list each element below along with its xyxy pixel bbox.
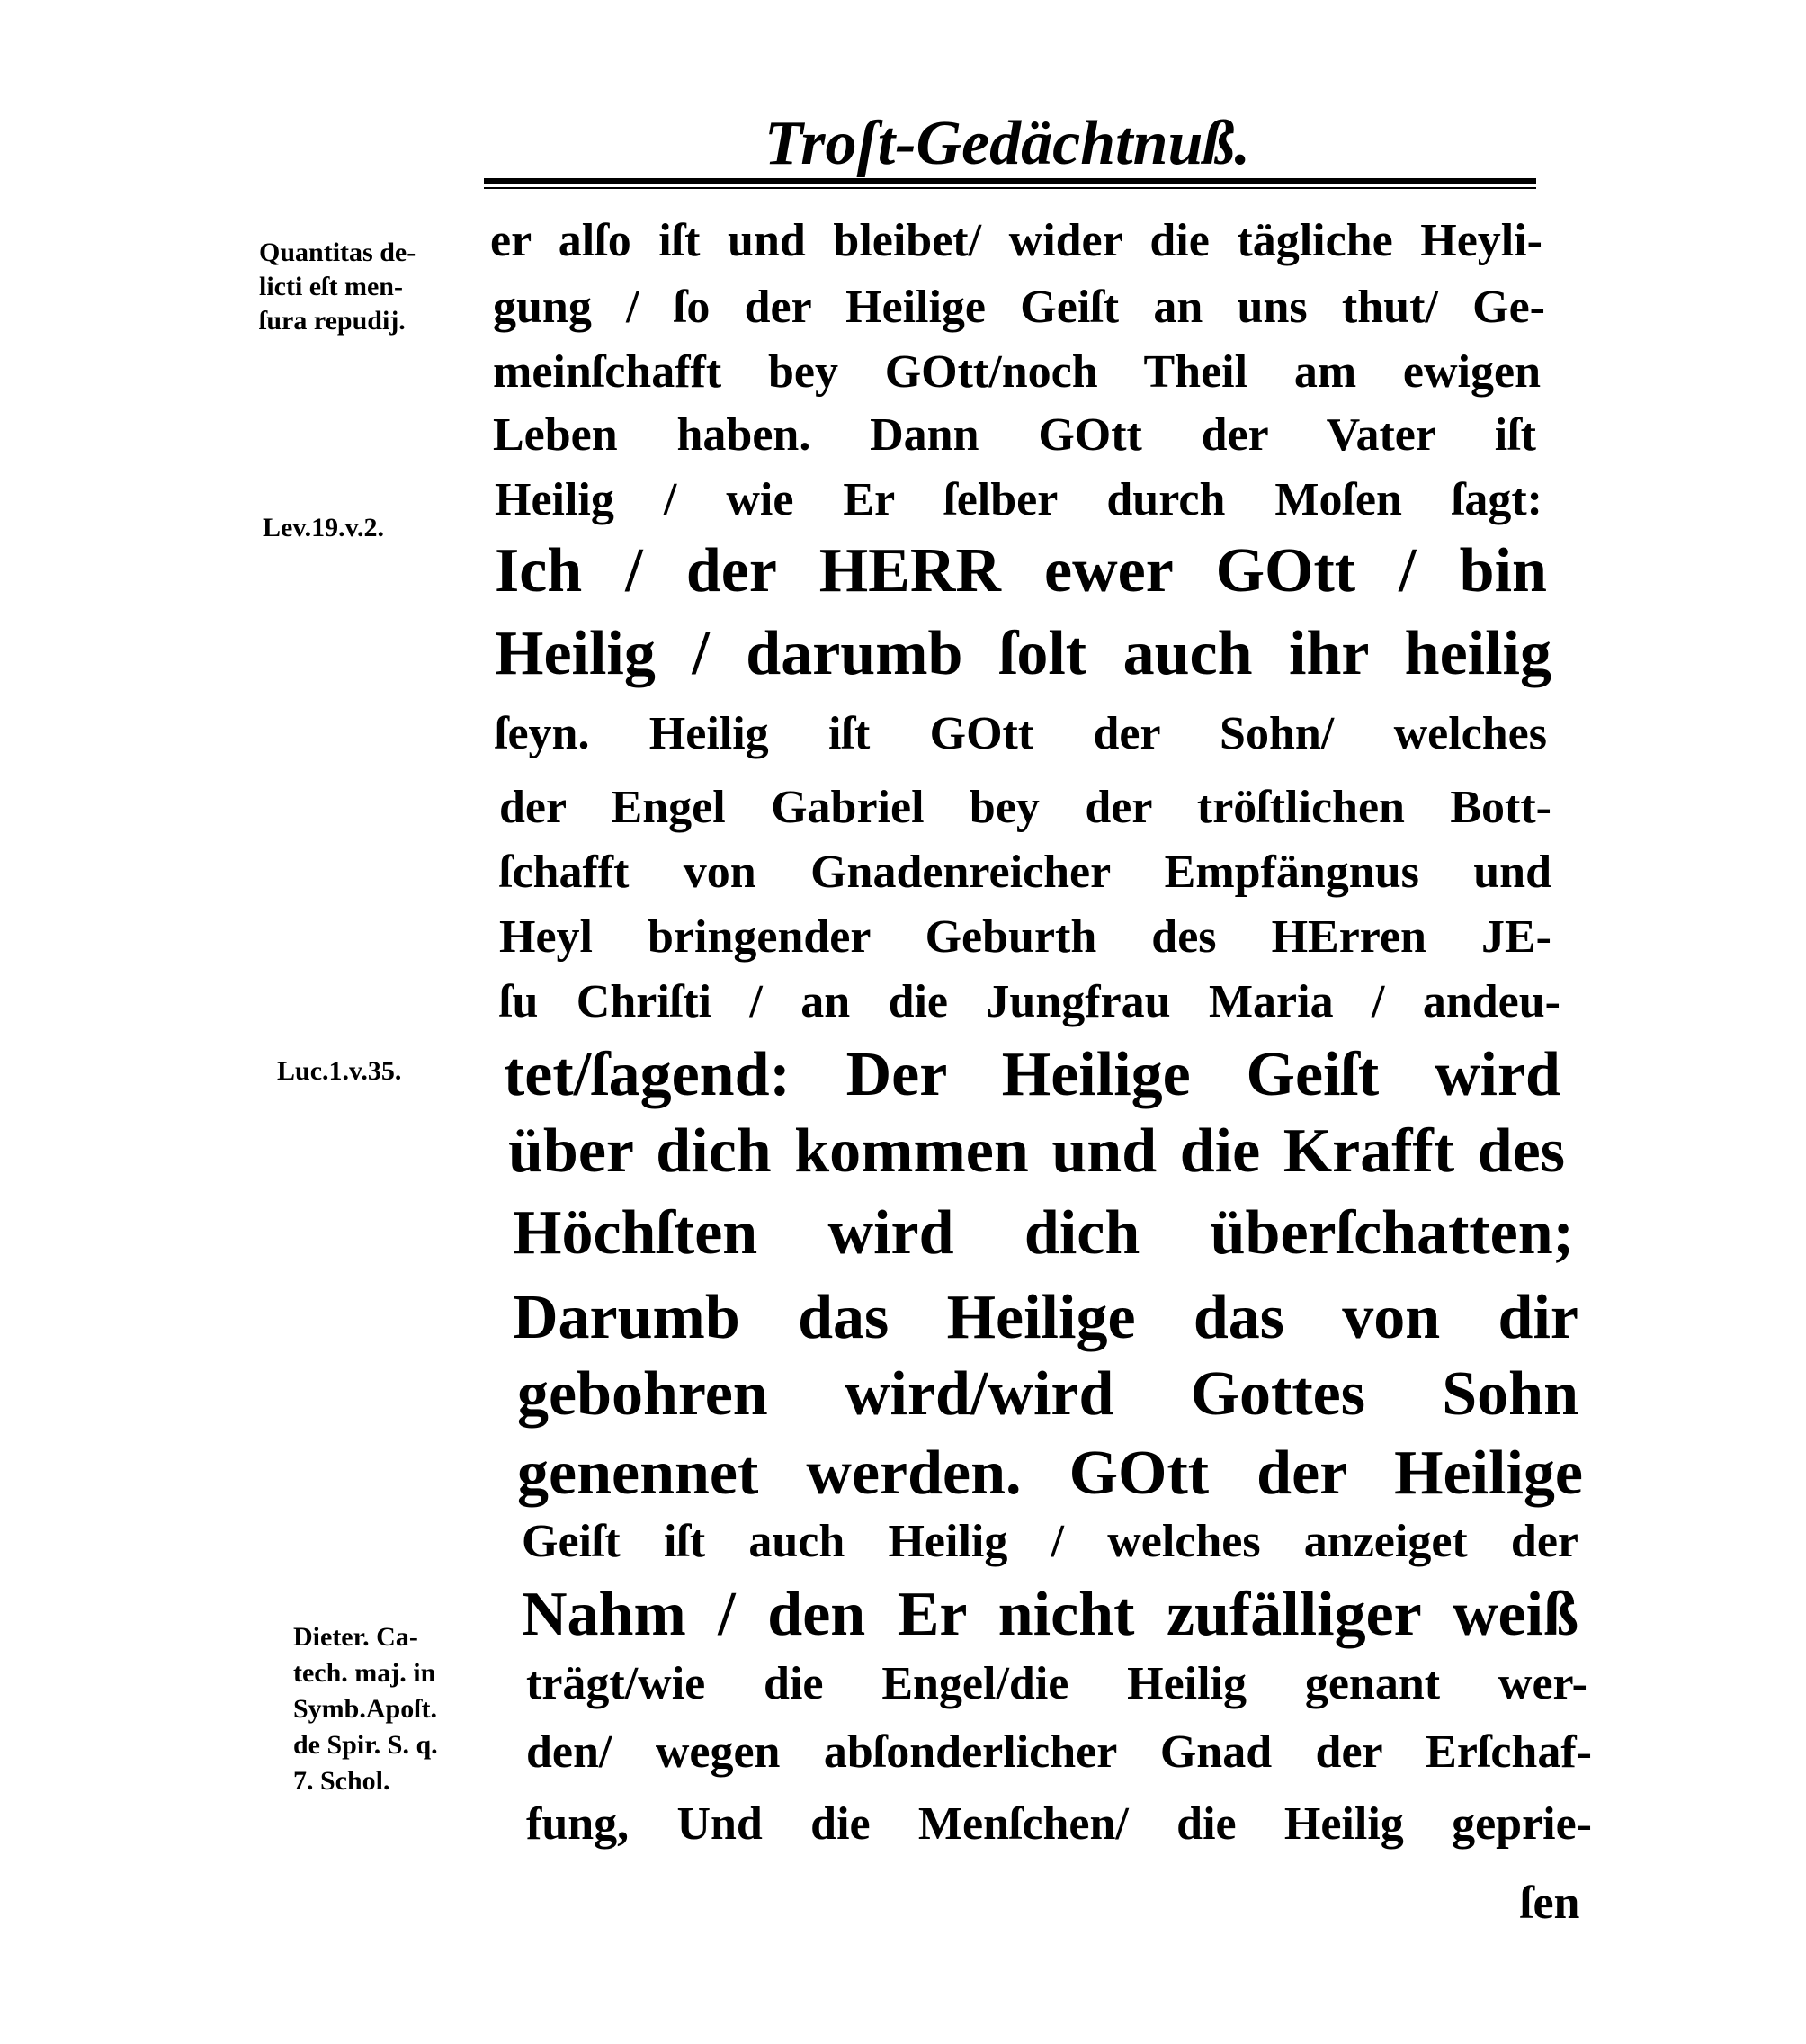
margin-note-line: Dieter. Ca-	[293, 1622, 418, 1652]
text-line: über dich kommen und die Krafft des	[508, 1116, 1565, 1186]
margin-note-line: Symb.Apoſt.	[293, 1694, 438, 1724]
margin-note-lev	[263, 511, 384, 545]
text-line: Geiſt iſt auch Heilig / welches anzeiget der	[522, 1516, 1578, 1567]
text-line: Ich / der HERR ewer GOtt / bin	[495, 536, 1547, 605]
running-title: Troſt-Gedächtnuß.	[764, 109, 1250, 178]
text-line: der Engel Gabriel bey der tröſtlichen Bott-	[499, 782, 1551, 833]
margin-note-line: 7. Schol.	[293, 1766, 390, 1796]
catchword: ſen	[1520, 1878, 1580, 1929]
text-line: Heyl bringender Geburth des HErren JE-	[499, 911, 1551, 963]
text-line: Heilig / darumb ſolt auch ihr heilig	[495, 619, 1551, 688]
margin-note-line: ſura repudij.	[259, 306, 406, 336]
text-line: Darumb das Heilige das von dir	[513, 1283, 1578, 1352]
text-line: meinſchafft bey GOtt/noch Theil am ewigen	[493, 346, 1541, 398]
margin-note-quantitas	[259, 236, 416, 338]
text-line: gebohren wird/wird Gottes Sohn	[517, 1359, 1578, 1429]
margin-note-line: tech. maj. in	[293, 1658, 436, 1688]
text-line: er alſo iſt und bleibet/ wider die tägliche Heyli-	[490, 215, 1542, 266]
text-line: trägt/wie die Engel/die Heilig genant wer-	[526, 1658, 1587, 1709]
margin-note-line: Quantitas de-	[259, 238, 416, 267]
margin-note-luc	[277, 1054, 401, 1089]
text-line: tet/ſagend: Der Heilige Geiſt wird	[504, 1040, 1560, 1109]
margin-note-line: Lev.19.v.2.	[263, 513, 385, 542]
margin-note-dieter	[293, 1619, 438, 1799]
margin-note-line: licti eſt men-	[259, 272, 403, 301]
text-line: Leben haben. Dann GOtt der Vater iſt	[493, 409, 1536, 461]
margin-note-line: Luc.1.v.35.	[277, 1056, 402, 1086]
text-line: fung, Und die Menſchen/ die Heilig geprie-	[526, 1798, 1592, 1850]
header-rule	[484, 178, 1536, 184]
text-line: genennet werden. GOtt der Heilige	[517, 1439, 1583, 1508]
text-line: ſchafft von Gnadenreicher Empfängnus und	[499, 847, 1551, 898]
text-line: Höchſten wird dich überſchatten;	[513, 1198, 1574, 1268]
text-line: ſeyn. Heilig iſt GOtt der Sohn/ welches	[495, 708, 1547, 759]
text-line: ſu Chriſti / an die Jungfrau Maria / andeu-	[499, 976, 1560, 1027]
margin-note-line: de Spir. S. q.	[293, 1730, 438, 1760]
text-line: den/ wegen abſonderlicher Gnad der Erſchaf-	[526, 1726, 1592, 1778]
header-rule-thin	[484, 187, 1536, 189]
text-line: Heilig / wie Er ſelber durch Moſen ſagt:	[495, 474, 1542, 525]
text-line: Nahm / den Er nicht zufälliger weiß	[522, 1580, 1578, 1649]
text-line: gung / ſo der Heilige Geiſt an uns thut/ Ge-	[493, 282, 1545, 333]
